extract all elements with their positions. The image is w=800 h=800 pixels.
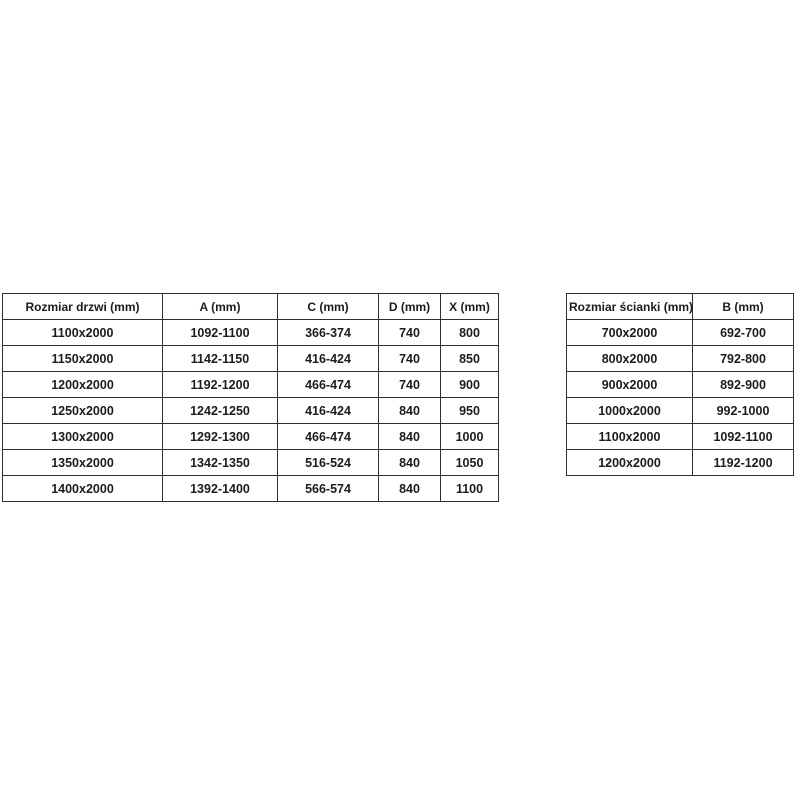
wall-size-table-body [567,320,794,476]
table-cell: 900x2000 [567,372,693,398]
column-header: Rozmiar ścianki (mm) [567,294,693,320]
table-cell: 800x2000 [567,346,693,372]
wall-size-table-header [567,294,794,320]
table-row [3,398,499,424]
table-row [3,346,499,372]
table-cell: 850 [441,346,499,372]
table-cell: 1250x2000 [3,398,163,424]
table-row [567,372,794,398]
column-header: D (mm) [379,294,441,320]
table-cell: 992-1000 [693,398,794,424]
column-header: Rozmiar drzwi (mm) [3,294,163,320]
table-cell: 1000x2000 [567,398,693,424]
column-header: B (mm) [693,294,794,320]
table-cell: 1142-1150 [163,346,278,372]
table-cell: 516-524 [278,450,379,476]
table-cell: 1192-1200 [693,450,794,476]
table-cell: 1100x2000 [567,424,693,450]
table-cell: 1400x2000 [3,476,163,502]
table-cell: 1200x2000 [3,372,163,398]
table-cell: 700x2000 [567,320,693,346]
table-row [567,398,794,424]
table-cell: 1092-1100 [693,424,794,450]
column-header: X (mm) [441,294,499,320]
table-cell: 840 [379,476,441,502]
table-cell: 1200x2000 [567,450,693,476]
table-cell: 740 [379,372,441,398]
table-cell: 692-700 [693,320,794,346]
table-cell: 466-474 [278,424,379,450]
table-row [3,476,499,502]
column-header: C (mm) [278,294,379,320]
table-cell: 1342-1350 [163,450,278,476]
table-row [567,450,794,476]
table-cell: 900 [441,372,499,398]
table-cell: 792-800 [693,346,794,372]
table-cell: 740 [379,346,441,372]
table-cell: 1242-1250 [163,398,278,424]
table-cell: 1092-1100 [163,320,278,346]
column-header: A (mm) [163,294,278,320]
table-cell: 1350x2000 [3,450,163,476]
table-cell: 1192-1200 [163,372,278,398]
table-cell: 892-900 [693,372,794,398]
door-size-table-body [3,320,499,502]
table-cell: 840 [379,450,441,476]
table-row [3,372,499,398]
table-cell: 800 [441,320,499,346]
table-row [3,424,499,450]
table-cell: 1000 [441,424,499,450]
table-cell: 840 [379,424,441,450]
table-row [3,320,499,346]
door-size-table [2,293,499,502]
table-cell: 1100x2000 [3,320,163,346]
table-cell: 466-474 [278,372,379,398]
table-cell: 1300x2000 [3,424,163,450]
table-cell: 1050 [441,450,499,476]
table-header-row [3,294,499,320]
table-cell: 416-424 [278,346,379,372]
table-cell: 566-574 [278,476,379,502]
table-row [567,424,794,450]
table-row [567,346,794,372]
table-cell: 840 [379,398,441,424]
door-size-table-header [3,294,499,320]
wall-size-table [566,293,794,476]
table-cell: 740 [379,320,441,346]
table-header-row [567,294,794,320]
table-row [3,450,499,476]
table-cell: 1292-1300 [163,424,278,450]
table-cell: 366-374 [278,320,379,346]
table-cell: 1100 [441,476,499,502]
table-cell: 950 [441,398,499,424]
table-cell: 1150x2000 [3,346,163,372]
table-row [567,320,794,346]
table-cell: 416-424 [278,398,379,424]
table-cell: 1392-1400 [163,476,278,502]
